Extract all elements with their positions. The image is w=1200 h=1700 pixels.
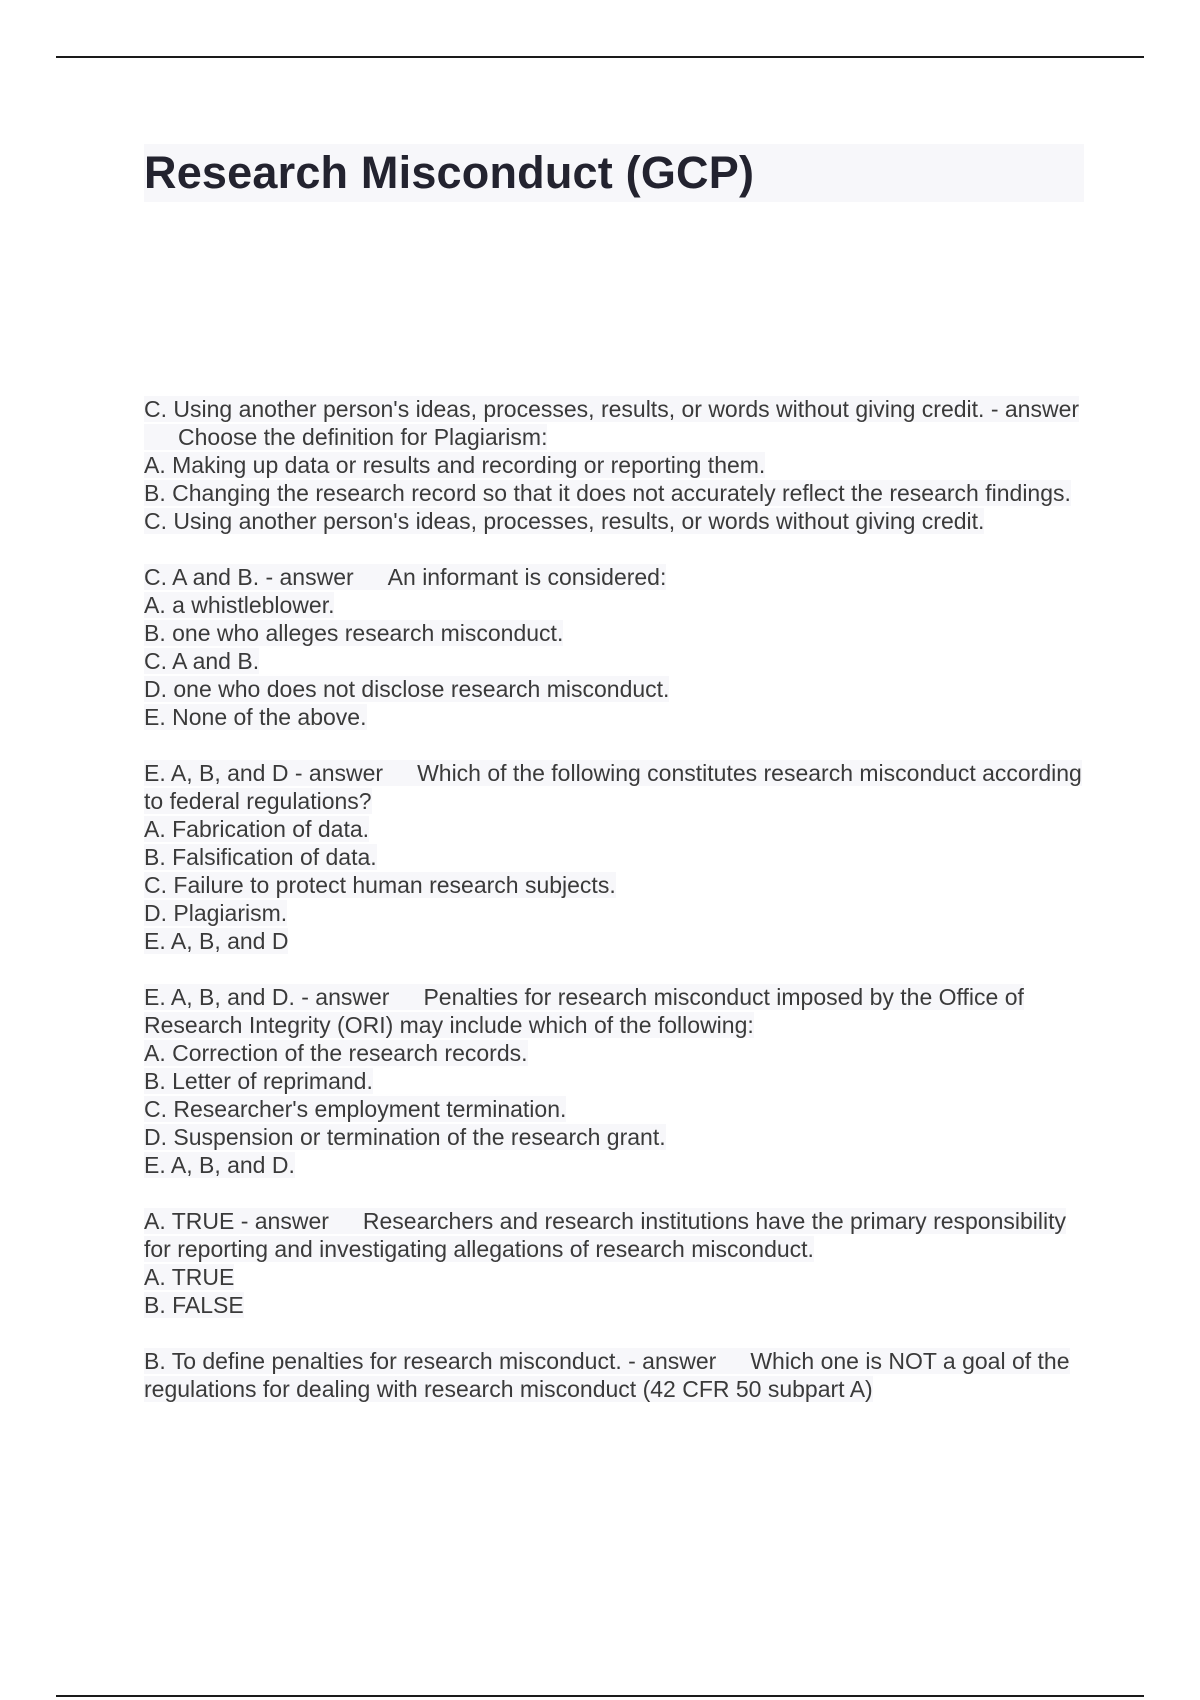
header-rule [56,56,1144,58]
qa-entry [144,563,1094,731]
option: B. one who alleges research misconduct. [144,620,564,646]
answer-text: A. TRUE - answer [144,1208,329,1234]
option: D. Suspension or termination of the research grant. [144,1124,666,1150]
option: B. Changing the research record so that it does not accurately reflect the research findings. [144,480,1071,506]
qa-entry [144,983,1094,1179]
option: D. one who does not disclose research misconduct. [144,676,670,702]
option: A. a whistleblower. [144,592,335,618]
option: A. Fabrication of data. [144,816,370,842]
option: A. Making up data or results and recording or reporting them. [144,452,766,478]
footer-rule [56,1695,1144,1697]
qa-entry [144,395,1094,535]
option: C. Failure to protect human research subjects. [144,872,616,898]
option: D. Plagiarism. [144,900,288,926]
option: E. A, B, and D [144,928,289,954]
document-title: Research Misconduct (GCP) [144,144,1084,202]
option: A. TRUE [144,1264,235,1290]
option: E. None of the above. [144,704,367,730]
question-text: Penalties for research misconduct imposed by the Office of Research Integrity (ORI) may include which of the following: [144,984,1024,1038]
question-text: Which one is NOT a goal of the regulations for dealing with research misconduct (42 CFR 50 subpart A) [144,1348,1070,1402]
answer-text: E. A, B, and D - answer [144,760,384,786]
answer-text: C. Using another person's ideas, processes, results, or words without giving credit. - answer [144,396,1080,422]
answer-text: B. To define penalties for research misconduct. - answer [144,1348,717,1374]
option: C. Researcher's employment termination. [144,1096,567,1122]
qa-list [144,395,1094,1431]
option: B. FALSE [144,1292,244,1318]
qa-entry [144,1207,1094,1319]
qa-entry [144,1347,1094,1403]
option: C. Using another person's ideas, processes, results, or words without giving credit. [144,508,985,534]
option: E. A, B, and D. [144,1152,295,1178]
question-text: Which of the following constitutes research misconduct according to federal regulations? [144,760,1082,814]
option: B. Falsification of data. [144,844,377,870]
answer-text: E. A, B, and D. - answer [144,984,390,1010]
question-text: Choose the definition for Plagiarism: [178,424,548,450]
option: B. Letter of reprimand. [144,1068,373,1094]
answer-text: C. A and B. - answer [144,564,354,590]
option: A. Correction of the research records. [144,1040,528,1066]
option: C. A and B. [144,648,260,674]
question-text: An informant is considered: [387,564,667,590]
question-text: Researchers and research institutions have the primary responsibility for reporting and investigating allegations of research misconduct. [144,1208,1067,1262]
qa-entry [144,759,1094,955]
